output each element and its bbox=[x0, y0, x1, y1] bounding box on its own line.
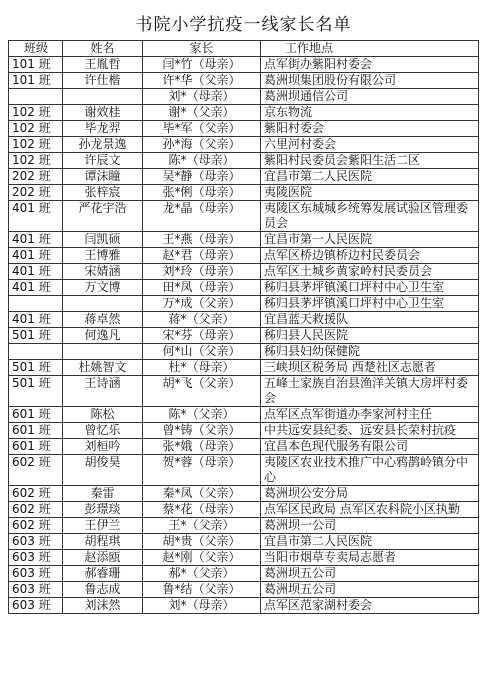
parent-cell: 刘*（母亲） bbox=[143, 598, 261, 614]
class-cell: 401 班 bbox=[9, 264, 63, 280]
table-row bbox=[9, 360, 479, 376]
parent-cell: 陈*（父亲） bbox=[143, 407, 261, 423]
class-cell: 603 班 bbox=[9, 550, 63, 566]
workplace-cell: 宜昌市第一人民医院 bbox=[261, 232, 479, 248]
workplace-cell: 秭归县妇幼保健院 bbox=[261, 344, 479, 360]
workplace-cell: 点军区桥边镇桥边村民委员会 bbox=[261, 248, 479, 264]
class-cell bbox=[9, 89, 63, 105]
table-row bbox=[9, 502, 479, 518]
parent-cell: 赵*刚（父亲） bbox=[143, 550, 261, 566]
class-cell: 501 班 bbox=[9, 376, 63, 407]
student-name-cell: 蒋卓然 bbox=[63, 312, 143, 328]
parent-cell: 胡*飞（父亲） bbox=[143, 376, 261, 407]
student-name-cell: 万文博 bbox=[63, 280, 143, 296]
table-row bbox=[9, 105, 479, 121]
workplace-cell: 点军区土城乡黄家岭村民委员会 bbox=[261, 264, 479, 280]
class-cell: 102 班 bbox=[9, 137, 63, 153]
parent-cell: 赵*君（母亲） bbox=[143, 248, 261, 264]
workplace-cell: 点军区范家湖村委会 bbox=[261, 598, 479, 614]
student-name-cell: 孙龙景逸 bbox=[63, 137, 143, 153]
parent-cell: 张*娥（母亲） bbox=[143, 439, 261, 455]
parent-cell: 宋*芬（母亲） bbox=[143, 328, 261, 344]
workplace-cell: 点军区点军街道办李家河村主任 bbox=[261, 407, 479, 423]
table-row bbox=[9, 518, 479, 534]
student-name-cell: 王胤哲 bbox=[63, 57, 143, 73]
student-name-cell: 张梓宸 bbox=[63, 185, 143, 201]
parent-cell: 刘*（母亲） bbox=[143, 89, 261, 105]
parent-cell: 张*俐（母亲） bbox=[143, 185, 261, 201]
class-cell: 401 班 bbox=[9, 201, 63, 232]
parent-cell: 秦*凤（父亲） bbox=[143, 486, 261, 502]
table-row bbox=[9, 376, 479, 407]
class-cell: 603 班 bbox=[9, 534, 63, 550]
class-cell bbox=[9, 344, 63, 360]
parent-cell: 孙*海（父亲） bbox=[143, 137, 261, 153]
parent-cell: 龙*晶（母亲） bbox=[143, 201, 261, 232]
table-row bbox=[9, 407, 479, 423]
class-cell: 101 班 bbox=[9, 57, 63, 73]
parent-cell: 贺*蓉（母亲） bbox=[143, 455, 261, 486]
table-row bbox=[9, 534, 479, 550]
class-cell: 102 班 bbox=[9, 121, 63, 137]
parent-list-table bbox=[8, 40, 479, 614]
table-row bbox=[9, 89, 479, 105]
workplace-cell: 秭归县茅坪镇溪口坪村中心卫生室 bbox=[261, 280, 479, 296]
table-row bbox=[9, 264, 479, 280]
workplace-cell: 秭归县人民医院 bbox=[261, 328, 479, 344]
header-parent: 家长 bbox=[143, 41, 261, 57]
student-name-cell: 刘沫然 bbox=[63, 598, 143, 614]
parent-cell: 曾*铸（父亲） bbox=[143, 423, 261, 439]
class-cell: 401 班 bbox=[9, 232, 63, 248]
workplace-cell: 紫阳村民委员会紫阳生活二区 bbox=[261, 153, 479, 169]
workplace-cell: 宜昌本色现代服务有限公司 bbox=[261, 439, 479, 455]
class-cell: 603 班 bbox=[9, 582, 63, 598]
class-cell: 601 班 bbox=[9, 423, 63, 439]
student-name-cell: 王伊兰 bbox=[63, 518, 143, 534]
student-name-cell: 杜姚智文 bbox=[63, 360, 143, 376]
student-name-cell: 谢效桂 bbox=[63, 105, 143, 121]
table-row bbox=[9, 344, 479, 360]
student-name-cell: 闫凯硕 bbox=[63, 232, 143, 248]
table-row bbox=[9, 296, 479, 312]
student-name-cell: 王诗涵 bbox=[63, 376, 143, 407]
student-name-cell: 陈松 bbox=[63, 407, 143, 423]
table-row bbox=[9, 566, 479, 582]
student-name-cell: 鲁志成 bbox=[63, 582, 143, 598]
table-row bbox=[9, 423, 479, 439]
student-name-cell: 胡俊昊 bbox=[63, 455, 143, 486]
table-row bbox=[9, 137, 479, 153]
parent-cell: 陈*（母亲） bbox=[143, 153, 261, 169]
workplace-cell: 夷陵区农业技术推广中心鸦鹊岭镇分中心 bbox=[261, 455, 479, 486]
table-row bbox=[9, 582, 479, 598]
table-row bbox=[9, 121, 479, 137]
workplace-cell: 夷陵医院 bbox=[261, 185, 479, 201]
workplace-cell: 葛洲坝五公司 bbox=[261, 566, 479, 582]
page-title: 书院小学抗疫一线家长名单 bbox=[135, 15, 352, 35]
table-row bbox=[9, 486, 479, 502]
parent-cell: 王*燕（母亲） bbox=[143, 232, 261, 248]
parent-cell: 谢*（父亲） bbox=[143, 105, 261, 121]
class-cell: 401 班 bbox=[9, 248, 63, 264]
workplace-cell: 京东物流 bbox=[261, 105, 479, 121]
class-cell: 501 班 bbox=[9, 360, 63, 376]
parent-cell: 万*成（父亲） bbox=[143, 296, 261, 312]
parent-cell: 鲁*结（父亲） bbox=[143, 582, 261, 598]
class-cell: 202 班 bbox=[9, 169, 63, 185]
student-name-cell: 赵添瓯 bbox=[63, 550, 143, 566]
workplace-cell: 宜昌市第二人民医院 bbox=[261, 534, 479, 550]
table-row bbox=[9, 280, 479, 296]
table-row bbox=[9, 312, 479, 328]
class-cell: 601 班 bbox=[9, 439, 63, 455]
student-name-cell: 刘桓吟 bbox=[63, 439, 143, 455]
class-cell: 202 班 bbox=[9, 185, 63, 201]
workplace-cell: 三峡坝区税务局 西楚社区志愿者 bbox=[261, 360, 479, 376]
parent-cell: 杜*（母亲） bbox=[143, 360, 261, 376]
table-row bbox=[9, 550, 479, 566]
table-row bbox=[9, 73, 479, 89]
header-name: 姓名 bbox=[63, 41, 143, 57]
workplace-cell: 点军街办紫阳村委会 bbox=[261, 57, 479, 73]
parent-cell: 何*山（父亲） bbox=[143, 344, 261, 360]
workplace-cell: 秭归县茅坪镇溪口坪村中心卫生室 bbox=[261, 296, 479, 312]
workplace-cell: 宜昌市第二人民医院 bbox=[261, 169, 479, 185]
student-name-cell: 彭璟琰 bbox=[63, 502, 143, 518]
class-cell: 101 班 bbox=[9, 73, 63, 89]
table-row bbox=[9, 201, 479, 232]
class-cell: 602 班 bbox=[9, 518, 63, 534]
table-row bbox=[9, 185, 479, 201]
student-name-cell: 谭沫瞳 bbox=[63, 169, 143, 185]
workplace-cell: 夷陵区东城城乡统筹发展试验区管理委员会 bbox=[261, 201, 479, 232]
workplace-cell: 六里河村委会 bbox=[261, 137, 479, 153]
workplace-cell: 葛洲坝集团股份有限公司 bbox=[261, 73, 479, 89]
table-row bbox=[9, 169, 479, 185]
workplace-cell: 当阳市烟草专卖局志愿者 bbox=[261, 550, 479, 566]
student-name-cell bbox=[63, 344, 143, 360]
student-name-cell bbox=[63, 296, 143, 312]
class-cell: 102 班 bbox=[9, 105, 63, 121]
class-cell bbox=[9, 296, 63, 312]
student-name-cell bbox=[63, 89, 143, 105]
class-cell: 602 班 bbox=[9, 502, 63, 518]
table-row bbox=[9, 248, 479, 264]
table-body bbox=[9, 41, 479, 614]
table-row bbox=[9, 153, 479, 169]
table-row bbox=[9, 232, 479, 248]
workplace-cell: 葛洲坝公安分局 bbox=[261, 486, 479, 502]
student-name-cell: 宋婧涵 bbox=[63, 264, 143, 280]
parent-cell: 刘*玲（母亲） bbox=[143, 264, 261, 280]
student-name-cell: 曾忆乐 bbox=[63, 423, 143, 439]
class-cell: 401 班 bbox=[9, 280, 63, 296]
student-name-cell: 严花宇浩 bbox=[63, 201, 143, 232]
header-class: 班级 bbox=[9, 41, 63, 57]
student-name-cell: 许仕楷 bbox=[63, 73, 143, 89]
table-header-row bbox=[9, 41, 479, 57]
table-row bbox=[9, 439, 479, 455]
class-cell: 603 班 bbox=[9, 566, 63, 582]
student-name-cell: 王博雅 bbox=[63, 248, 143, 264]
class-cell: 603 班 bbox=[9, 598, 63, 614]
table-row bbox=[9, 328, 479, 344]
parent-cell: 蒋*（父亲） bbox=[143, 312, 261, 328]
class-cell: 501 班 bbox=[9, 328, 63, 344]
class-cell: 602 班 bbox=[9, 486, 63, 502]
parent-cell: 郝*（父亲） bbox=[143, 566, 261, 582]
table-row bbox=[9, 57, 479, 73]
workplace-cell: 宜昌蓝天救援队 bbox=[261, 312, 479, 328]
header-workplace: 工作地点 bbox=[261, 41, 479, 57]
student-name-cell: 秦雷 bbox=[63, 486, 143, 502]
class-cell: 601 班 bbox=[9, 407, 63, 423]
student-name-cell: 郝睿珊 bbox=[63, 566, 143, 582]
workplace-cell: 点军区民政局 点军区农科院小区执勤 bbox=[261, 502, 479, 518]
parent-cell: 田*凤（母亲） bbox=[143, 280, 261, 296]
student-name-cell: 毕龙羿 bbox=[63, 121, 143, 137]
workplace-cell: 葛洲坝通信公司 bbox=[261, 89, 479, 105]
parent-cell: 吴*静（母亲） bbox=[143, 169, 261, 185]
parent-cell: 蔡*花（母亲） bbox=[143, 502, 261, 518]
table-row bbox=[9, 598, 479, 614]
parent-cell: 胡*贵（父亲） bbox=[143, 534, 261, 550]
workplace-cell: 葛洲坝一公司 bbox=[261, 518, 479, 534]
workplace-cell: 紫阳村委会 bbox=[261, 121, 479, 137]
workplace-cell: 中共远安县纪委、远安县长荣村抗疫 bbox=[261, 423, 479, 439]
parent-cell: 王*（父亲） bbox=[143, 518, 261, 534]
class-cell: 102 班 bbox=[9, 153, 63, 169]
student-name-cell: 许辰文 bbox=[63, 153, 143, 169]
parent-cell: 许*华（父亲） bbox=[143, 73, 261, 89]
workplace-cell: 五峰土家族自治县渔洋关镇大房坪村委会 bbox=[261, 376, 479, 407]
class-cell: 401 班 bbox=[9, 312, 63, 328]
student-name-cell: 胡程琪 bbox=[63, 534, 143, 550]
parent-cell: 毕*军（父亲） bbox=[143, 121, 261, 137]
table-row bbox=[9, 455, 479, 486]
student-name-cell: 何逸凡 bbox=[63, 328, 143, 344]
workplace-cell: 葛洲坝五公司 bbox=[261, 582, 479, 598]
class-cell: 602 班 bbox=[9, 455, 63, 486]
parent-cell: 闫*竹（母亲） bbox=[143, 57, 261, 73]
